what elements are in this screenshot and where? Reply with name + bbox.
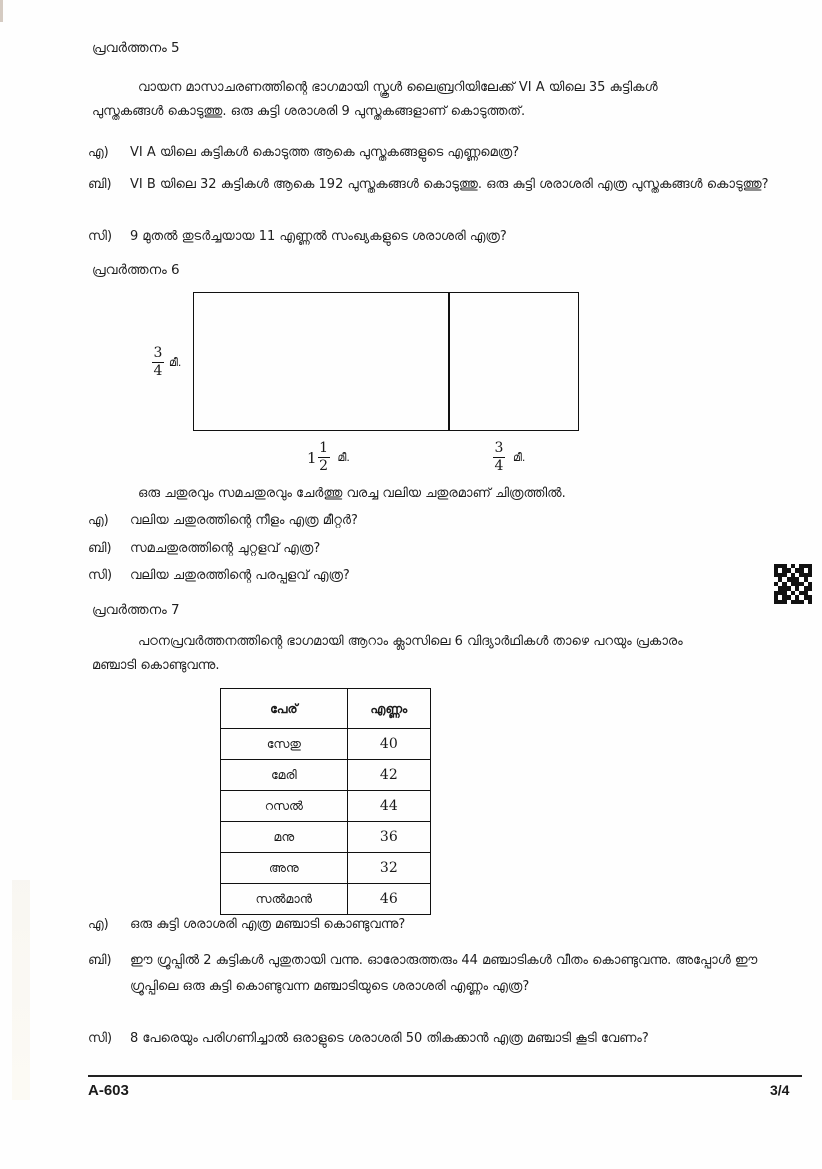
student-name: അനു	[221, 853, 348, 884]
activity-5-question-c	[88, 226, 798, 248]
question-label: സി)	[88, 229, 113, 244]
activity-6-question-b	[88, 538, 798, 560]
denominator: 4	[494, 458, 504, 474]
activity-6-intro	[92, 482, 792, 506]
height-label	[152, 346, 181, 379]
activity-6-question-a	[88, 510, 798, 532]
student-name: മനു	[221, 822, 348, 853]
whole-number: 1	[307, 448, 317, 467]
table-row	[221, 729, 431, 760]
question-text: ഒരു കുട്ടി ശരാശരി എത്ര മഞ്ചാടി കൊണ്ടുവന്നു?	[130, 917, 406, 932]
question-label: എ)	[88, 513, 109, 528]
activity-7-intro-line2: മഞ്ചാടി കൊണ്ടുവന്നു.	[92, 658, 220, 673]
paper-code: A-603	[88, 1082, 129, 1099]
denominator: 4	[153, 363, 163, 379]
question-text: VI B യിലെ 32 കുട്ടികൾ ആകെ 192 പുസ്തകങ്ങൾ കൊടുത്തു. ഒരു കുട്ടി ശരാശരി എത്ര പുസ്തകങ്ങൾ കൊടുത്തു?	[130, 177, 769, 192]
numerator: 3	[153, 345, 163, 361]
table-header-row	[221, 689, 431, 729]
square-width-label	[493, 441, 525, 474]
table-row	[221, 791, 431, 822]
activity-7-question-b	[88, 948, 798, 1000]
activity-5-heading: പ്രവർത്തനം 5	[92, 40, 180, 56]
activity-5-question-a	[88, 142, 798, 164]
student-count: 44	[347, 791, 430, 822]
column-header-count: എണ്ണം	[347, 689, 430, 729]
activity-7-question-a	[88, 914, 798, 936]
question-label: സി)	[88, 1031, 113, 1046]
table-row	[221, 853, 431, 884]
table-row	[221, 760, 431, 791]
faint-watermark	[12, 880, 30, 1100]
scan-edge-mark	[0, 0, 3, 22]
page-number: 3/4	[770, 1082, 790, 1098]
question-text: വലിയ ചതുരത്തിന്റെ നീളം എത്ര മീറ്റർ?	[130, 513, 358, 528]
question-text: വലിയ ചതുരത്തിന്റെ പരപ്പളവ് എത്ര?	[130, 568, 350, 583]
rectangle-width-label	[307, 441, 350, 474]
student-name: റസൽ	[221, 791, 348, 822]
question-label: ബി)	[88, 541, 112, 556]
qr-code-icon	[774, 564, 812, 604]
question-label: എ)	[88, 145, 109, 160]
table-row	[221, 884, 431, 915]
activity-7-intro	[92, 630, 792, 678]
table-row	[221, 822, 431, 853]
question-text: VI A യിലെ കുട്ടികൾ കൊടുത്ത ആകെ പുസ്തകങ്ങളുടെ എണ്ണമെത്ര?	[130, 145, 520, 160]
question-text: 9 മുതൽ തുടർച്ചയായ 11 എണ്ണൽ സംഖ്യകളുടെ ശരാശരി എത്ര?	[130, 229, 507, 244]
numerator: 3	[494, 440, 504, 456]
activity-6-question-c	[88, 565, 798, 587]
student-count: 36	[347, 822, 430, 853]
student-count: 42	[347, 760, 430, 791]
question-text: സമചതുരത്തിന്റെ ചുറ്റളവ് എത്ര?	[130, 541, 321, 556]
student-name: മേരി	[221, 760, 348, 791]
activity-7-heading: പ്രവർത്തനം 7	[92, 602, 180, 618]
student-count: 32	[347, 853, 430, 884]
unit: മീ.	[169, 355, 182, 369]
question-label: ബി)	[88, 953, 112, 968]
question-label: എ)	[88, 917, 109, 932]
numerator: 1	[319, 440, 328, 456]
question-label: സി)	[88, 568, 113, 583]
question-label: ബി)	[88, 177, 112, 192]
student-name: സൽമാൻ	[221, 884, 348, 915]
student-name: സേതു	[221, 729, 348, 760]
question-text: 8 പേരെയും പരിഗണിച്ചാൽ ഒരാളുടെ ശരാശരി 50 തികക്കാൻ എത്ര മഞ്ചാടി കൂടി വേണം?	[130, 1031, 649, 1046]
column-header-name: പേര്	[221, 689, 348, 729]
question-text: ഈ ഗ്രൂപ്പിൽ 2 കുട്ടികൾ പുതുതായി വന്നു. ഓരോരുത്തരും 44 മഞ്ചാടികൾ വീതം കൊണ്ടുവന്നു. അപ്പോൾ ഈ ഗ്രൂപ്പിലെ ഒരു കുട്ടി കൊണ്ടുവന്ന മഞ്ചാടിയുടെ ശരാശരി എണ്ണം എത്ര?	[130, 953, 758, 994]
manjadi-count-table	[220, 688, 431, 915]
unit: മീ.	[337, 450, 350, 464]
rectangle-square-divider	[448, 292, 450, 431]
activity-5-intro-line1: വായന മാസാചരണത്തിന്റെ ഭാഗമായി സ്കൂൾ ലൈബ്രറിയിലേക്ക് VI A യിലെ 35 കുട്ടികൾ	[138, 80, 658, 95]
student-count: 40	[347, 729, 430, 760]
activity-7-question-c	[88, 1028, 798, 1050]
activity-7-intro-line1: പഠനപ്രവർത്തനത്തിന്റെ ഭാഗമായി ആറാം ക്ലാസിലെ 6 വിദ്യാർഥികൾ താഴെ പറയും പ്രകാരം	[138, 634, 683, 649]
unit: മീ.	[513, 450, 526, 464]
student-count: 46	[347, 884, 430, 915]
denominator: 2	[319, 458, 328, 474]
large-rectangle-figure	[193, 292, 579, 431]
activity-6-heading: പ്രവർത്തനം 6	[92, 262, 180, 278]
footer-divider	[88, 1075, 802, 1077]
activity-5-intro-line2: പുസ്തകങ്ങൾ കൊടുത്തു. ഒരു കുട്ടി ശരാശരി 9 പുസ്തകങ്ങളാണ് കൊടുത്തത്.	[92, 104, 526, 119]
activity-6-intro-text: ഒരു ചതുരവും സമചതുരവും ചേർത്തു വരച്ച വലിയ ചതുരമാണ് ചിത്രത്തിൽ.	[138, 486, 566, 501]
activity-5-question-b	[88, 174, 798, 196]
activity-5-intro	[92, 76, 792, 124]
